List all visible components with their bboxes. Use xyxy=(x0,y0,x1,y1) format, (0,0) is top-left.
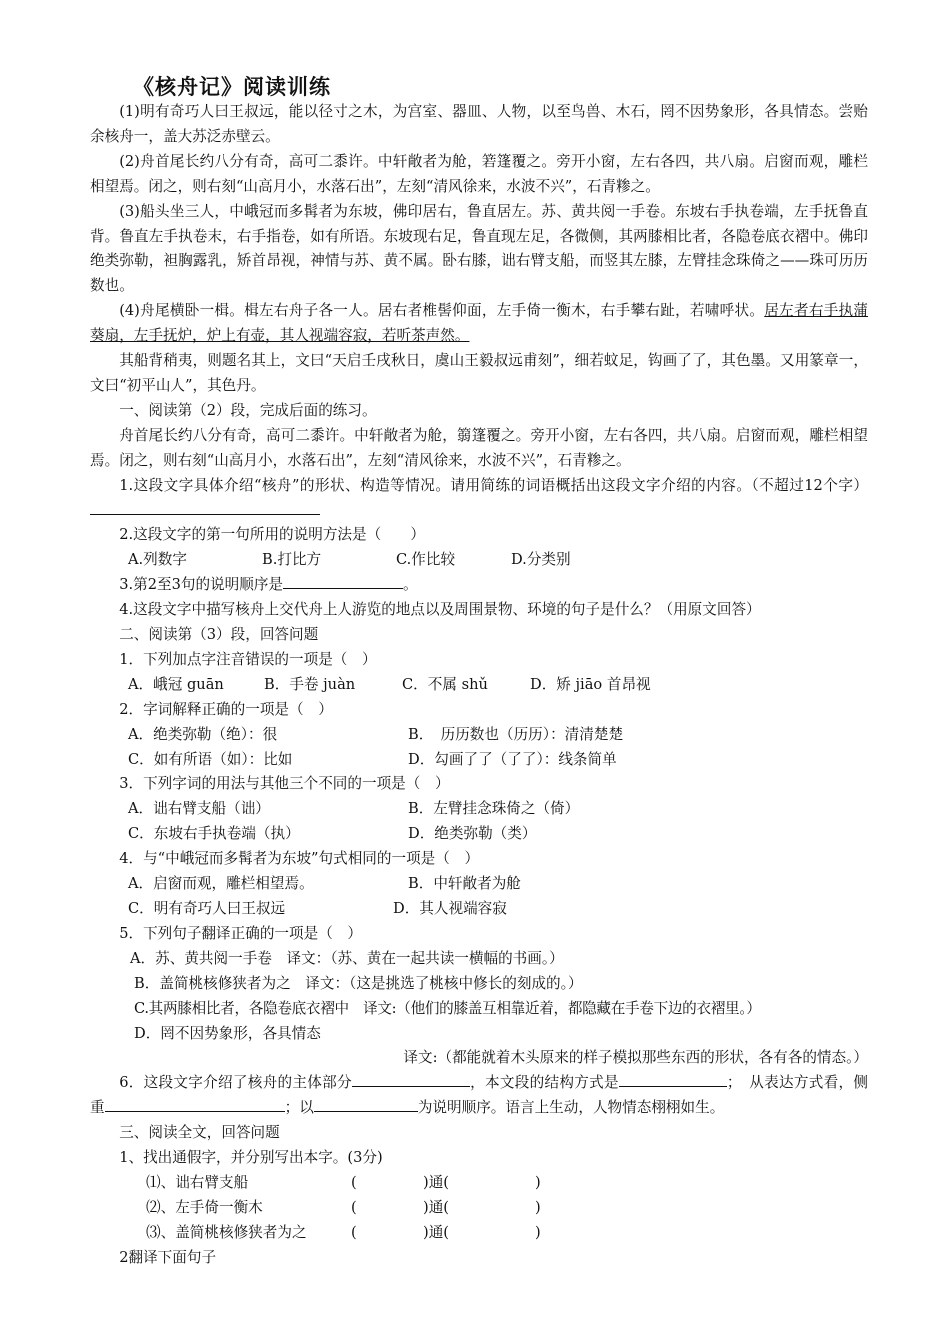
section-2-question-2-options-row-1 xyxy=(90,723,868,748)
section-2-question-3-options-row-1 xyxy=(90,797,868,822)
question-text: ，本文段的结构方式是 xyxy=(469,1074,619,1092)
section-2-question-2-options-row-2 xyxy=(90,748,868,773)
option-b: B．中轩敞者为舱 xyxy=(408,875,521,893)
answer-blank[interactable] xyxy=(314,1097,418,1112)
option-c: C.作比较 xyxy=(396,551,456,569)
section-2-heading: 二、阅读第（3）段，回答问题 xyxy=(119,626,319,644)
section-2-question-5: 5．下列句子翻译正确的一项是（ ） xyxy=(119,924,362,942)
section-2-question-5-option-a: A．苏、黄共阅一手卷 译文：（苏、黄在一起共读一横幅的书画。） xyxy=(130,949,564,967)
answer-blank[interactable] xyxy=(619,1072,727,1087)
section-2-question-1: 1．下列加点字注音错误的一项是（ ） xyxy=(119,650,377,668)
question-text: 6．这段文字介绍了核舟的主体部分 xyxy=(119,1074,352,1092)
option-c: C．不属 shǔ xyxy=(402,675,488,693)
passage-paragraph-4-text: (4)舟尾横卧一楫。楫左右舟子各一人。居右者椎髻仰面，左手倚一衡木，右手攀右趾，若啸呼状。 xyxy=(119,302,765,320)
option-c: C．东坡右手执卷端（执） xyxy=(128,825,300,843)
tong-label: )通( xyxy=(423,1173,449,1191)
option-d: D．绝类弥勒（类） xyxy=(408,825,537,843)
question-text: 为说明顺序。语言上生动，人物情态栩栩如生。 xyxy=(417,1099,725,1117)
option-a: A．诎右臂支船（诎） xyxy=(128,800,270,818)
question-text: 1.这段文字具体介绍“核舟”的形状、构造等情况。请用简练的词语概括出这段文字介绍的内容。（不超过12个字） xyxy=(119,476,868,494)
answer-blank[interactable] xyxy=(90,500,320,515)
section-2-question-5-option-d-translation: 译文:（都能就着木头原来的样子模拟那些东西的形状，各有各的情态。） xyxy=(403,1049,868,1067)
option-c: C．明有奇巧人曰王叔远 xyxy=(128,900,286,917)
tongjia-row-3 xyxy=(90,1221,868,1246)
tong-label: )通( xyxy=(423,1223,449,1241)
option-d: D．其人视端容寂 xyxy=(393,900,507,917)
close-paren: ) xyxy=(535,1198,541,1216)
option-b: B.打比方 xyxy=(262,551,322,569)
answer-blank[interactable] xyxy=(283,574,403,589)
section-2-question-4-options-row-1 xyxy=(90,872,868,897)
answer-blank[interactable] xyxy=(105,1097,285,1112)
open-paren: ( xyxy=(351,1173,357,1191)
section-2-question-1-options xyxy=(90,673,868,698)
tong-label: )通( xyxy=(423,1198,449,1216)
section-1-question-2-options xyxy=(90,548,868,573)
option-a: A．启窗而观，雕栏相望焉。 xyxy=(128,875,314,893)
section-2-question-3-options-row-2 xyxy=(90,822,868,847)
section-2-question-3: 3．下列字词的用法与其他三个不同的一项是（ ） xyxy=(119,775,450,793)
section-2-question-5-option-d: D．罔不因势象形，各具情态 xyxy=(134,1024,321,1042)
section-3-question-2: 2翻译下面句子 xyxy=(119,1248,217,1266)
tongjia-row-2 xyxy=(90,1196,868,1221)
tongjia-item: ⑴、诎右臂支船 xyxy=(146,1173,249,1191)
section-2-question-5-option-c: C.其两膝相比者，各隐卷底衣褶中 译文:（他们的膝盖互相靠近着，都隐藏在手卷下边的衣褶里。） xyxy=(134,999,761,1017)
passage-paragraph-4 xyxy=(90,299,868,349)
option-b: B．手卷 juàn xyxy=(264,675,356,693)
section-2-question-2: 2．字词解释正确的一项是（ ） xyxy=(119,700,333,718)
section-2-question-4-options-row-2 xyxy=(90,897,868,922)
section-1-excerpt: 舟首尾长约八分有奇，高可二黍许。中轩敞者为舱，篛篷覆之。旁开小窗，左右各四，共八扇。启窗而观，雕栏相望焉。闭之，则右刻“山高月小，水落石出”，左刻“清风徐来，水波不兴”，石青糁之。 xyxy=(90,426,868,469)
passage-paragraph-2: (2)舟首尾长约八分有奇，高可二黍许。中轩敞者为舱，箬篷覆之。旁开小窗，左右各四，共八扇。启窗而观，雕栏相望焉。闭之，则右刻“山高月小，水落石出”，左刻“清风徐来，水波不兴”，石青糁之。 xyxy=(90,152,868,195)
question-text: ； 从表达方式看，侧重 xyxy=(90,1074,868,1117)
passage-paragraph-3: (3)船头坐三人，中峨冠而多髯者为东坡，佛印居右，鲁直居左。苏、黄共阅一手卷。东坡右手执卷端，左手抚鲁直背。鲁直左手执卷末，右手指卷，如有所语。东坡现右足，鲁直现左足，各微侧，其两膝相比者，各隐卷底衣褶中。佛印绝类弥勒，袒胸露乳，矫首昂视，神情与苏、黄不属。卧右膝，诎右臂支船，而竖其左膝，左臂挂念珠倚之——珠可历历数也。 xyxy=(90,202,868,295)
option-c: C．如有所语（如）：比如 xyxy=(128,750,293,768)
section-2-question-6 xyxy=(90,1071,868,1121)
section-3-heading: 三、阅读全文，回答问题 xyxy=(119,1124,280,1142)
document-body xyxy=(90,100,868,1271)
option-b: B． 历历数也（历历）：清清楚楚 xyxy=(408,725,624,743)
question-text: ；以 xyxy=(284,1099,314,1117)
section-3-question-1: 1、找出通假字，并分别写出本字。(3分) xyxy=(119,1149,383,1167)
section-1-question-3 xyxy=(90,573,868,598)
section-1-heading: 一、阅读第（2）段，完成后面的练习。 xyxy=(119,401,377,419)
section-2-question-4: 4．与“中峨冠而多髯者为东坡”句式相同的一项是（ ） xyxy=(119,850,480,868)
option-a: A.列数字 xyxy=(128,551,187,569)
option-a: A．峨冠 guān xyxy=(128,675,224,693)
tongjia-item: ⑵、左手倚一衡木 xyxy=(146,1198,263,1216)
page-title: 《核舟记》阅读训练 xyxy=(133,74,331,99)
option-a: A．绝类弥勒（绝）：很 xyxy=(128,725,278,743)
passage-paragraph-1: (1)明有奇巧人曰王叔远，能以径寸之木，为宫室、器皿、人物，以至鸟兽、木石，罔不因势象形，各具情态。尝贻余核舟一，盖大苏泛赤壁云。 xyxy=(90,103,868,145)
option-d: D．勾画了了（了了）：线条简单 xyxy=(408,750,617,768)
option-d: D.分类别 xyxy=(511,551,571,569)
open-paren: ( xyxy=(351,1223,357,1241)
section-1-question-1 xyxy=(90,474,868,524)
option-b: B．左臂挂念珠倚之（倚） xyxy=(408,800,580,818)
question-end: 。 xyxy=(403,576,418,594)
answer-blank[interactable] xyxy=(352,1072,470,1087)
close-paren: ) xyxy=(535,1173,541,1191)
question-text: 3.第2至3句的说明顺序是 xyxy=(119,576,284,594)
section-2-question-5-option-b: B．盖简桃核修狭者为之 译文：（这是挑选了桃核中修长的刻成的。） xyxy=(134,974,583,992)
section-1-question-2: 2.这段文字的第一句所用的说明方法是（ ） xyxy=(119,526,425,544)
open-paren: ( xyxy=(351,1198,357,1216)
underlined-sentence: 居左者右手执蒲葵扇，左手抚炉，炉上有壶，其人视端容寂，若听茶声然。 xyxy=(90,302,868,345)
close-paren: ) xyxy=(535,1223,541,1241)
section-1-question-4: 4.这段文字中描写核舟上交代舟上人游览的地点以及周围景物、环境的句子是什么？（用原文回答） xyxy=(119,601,761,619)
passage-paragraph-5: 其船背稍夷，则题名其上，文曰“天启壬戌秋日，虞山王毅叔远甫刻”，细若蚊足，钩画了了，其色墨。又用篆章一，文曰“初平山人”，其色丹。 xyxy=(90,352,868,394)
option-d: D．矫 jiāo 首昂视 xyxy=(530,675,651,693)
tongjia-row-1 xyxy=(90,1171,868,1196)
tongjia-item: ⑶、盖简桃核修狭者为之 xyxy=(146,1223,307,1241)
